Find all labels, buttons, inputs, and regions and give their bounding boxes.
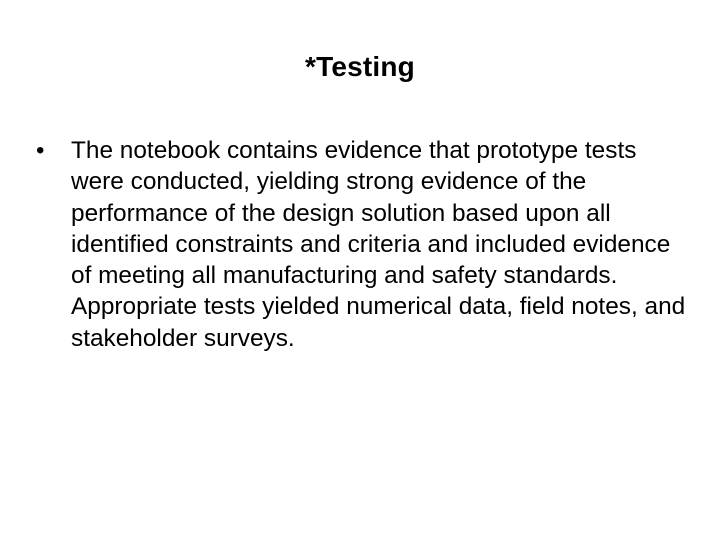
bullet-icon: • [36,137,45,164]
bullet-text: The notebook contains evidence that prototype tests were conducted, yielding strong evidence of the performance of the design solution based upon all identified constraints and criteria and included evidence of meeting all manufacturing and safety standards. Appropriate tests yielded numerical data, field notes, and stakeholder surveys. [71,137,692,352]
bullet-item [36,135,692,354]
bullet-list [36,135,692,354]
slide-title: *Testing [305,51,415,82]
